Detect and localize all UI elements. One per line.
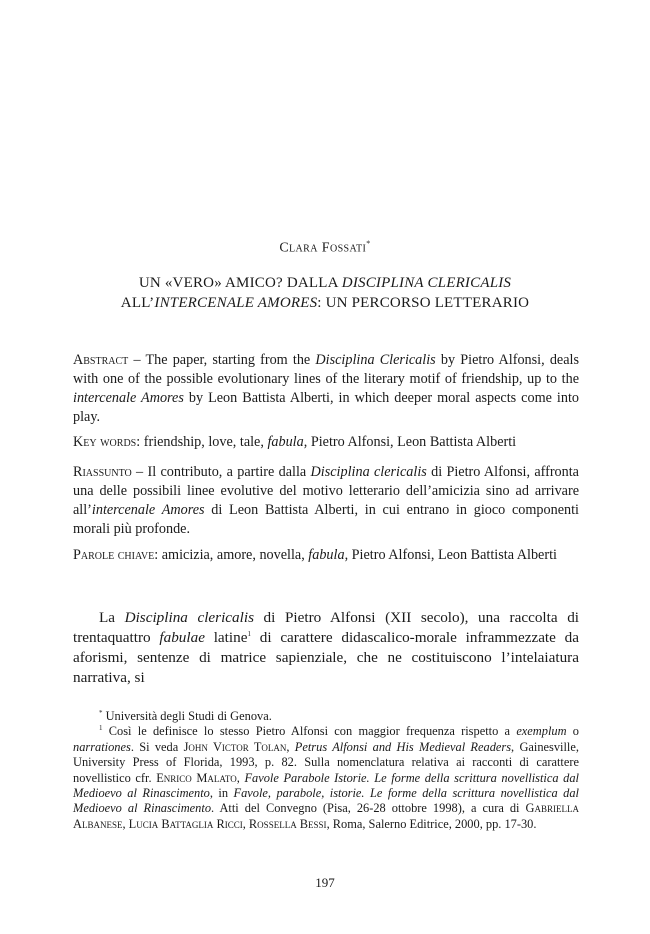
parole-chiave-text: , Pietro Alfonsi, Leon Battista Alberti (344, 547, 557, 563)
footnote-reference[interactable]: 1 (247, 629, 251, 638)
author-footnote-marker: * (366, 239, 371, 248)
riassunto-text: di Pietro Alfonsi, affronta una delle possibili linee evolutive del motivo letterario dell’amicizia sino ad arrivare all’ (73, 464, 579, 518)
footnote-italic: Favole, parabole, istorie. Le forme della scrittura novellistica dal Medioevo al Rinascimento (73, 786, 579, 816)
footnote-marker: * (99, 708, 103, 717)
footnote-author-name: Gabriella Albanese (73, 801, 579, 831)
article-title (60, 273, 590, 313)
footnote-text: o (566, 724, 580, 739)
riassunto-italic: Disciplina clericalis (310, 464, 427, 480)
keywords-label: Key words (73, 434, 137, 450)
abstract-italic: intercenale Amores (73, 390, 184, 406)
footnote-author-name: Lucia Battaglia Ricci (128, 816, 243, 831)
footnote-text: Così le definisce lo stesso Pietro Alfonsi con maggior frequenza rispetto a (102, 724, 517, 739)
footnote-marker: 1 (99, 724, 103, 733)
title-italic-text: INTERCENALE AMORES (154, 295, 318, 311)
parole-chiave-text: : amicizia, amore, novella, (154, 547, 309, 563)
footnote-italic: exemplum (516, 724, 567, 739)
body-text: di Pietro Alfonsi (XII secolo), una raccolta di trentaquattro (73, 609, 580, 646)
abstract-text: by Leon Battista Alberti, in which deeper moral aspects come into play. (73, 390, 579, 425)
footnote-text: , Gainesville, University Press of Florida, 1993, p. 82. Sulla nomenclatura relativa ai racconti di carattere novellistico cfr. (73, 739, 579, 785)
keywords-text: : friendship, love, tale, (136, 434, 268, 450)
keywords-italic: fabula (267, 434, 304, 450)
footnote-text: , Roma, Salerno Editrice, 2000, pp. 17-30. (326, 816, 537, 831)
body-text: latine (204, 629, 248, 646)
title-text: : UN PERCORSO LETTERARIO (317, 295, 530, 311)
footnote-author-name: John Victor Tolan (183, 739, 287, 754)
footnote-text: Università degli Studi di Genova. (102, 709, 272, 723)
author-name-text: Clara Fossati (279, 240, 367, 256)
body-italic: fabulae (159, 629, 205, 646)
footnote-author-name: Rossella Bessi (248, 816, 327, 831)
parole-chiave-italic: fabula (308, 547, 345, 563)
riassunto-paragraph (73, 463, 579, 539)
title-text: UN «VERO» AMICO? DALLA (138, 275, 342, 291)
keywords-paragraph (73, 433, 579, 452)
parole-chiave-label: Parole chiave (73, 547, 155, 563)
abstract-paragraph (73, 351, 579, 427)
footnote-italic: Favole Parabole Istorie. Le forme della scrittura novellistica dal Medioevo al Rinascimento (73, 770, 579, 801)
abstract-text: by Pietro Alfonsi, deals with one of the possible evolutionary lines of the literary motif of friendship, up to the (73, 352, 579, 387)
body-text: La (99, 609, 125, 626)
abstract-text: – The paper, starting from the (128, 352, 316, 368)
body-italic: Disciplina clericalis (124, 609, 254, 626)
abstract-label: Abstract (73, 352, 129, 368)
keywords-text: , Pietro Alfonsi, Leon Battista Alberti (303, 434, 517, 450)
footnote-text: , (242, 816, 249, 831)
title-line-1 (60, 273, 590, 293)
footnote-text: , (122, 816, 129, 831)
footnotes-section (73, 709, 579, 832)
title-italic-text: DISCIPLINA CLERICALIS (341, 275, 512, 291)
footnote-italic: Petrus Alfonsi and His Medieval Readers (294, 739, 512, 754)
riassunto-label: Riassunto (73, 464, 132, 480)
body-paragraph (73, 608, 579, 688)
footnote-affiliation (73, 709, 579, 724)
footnote-text: , in (209, 786, 234, 801)
footnote-italic: narrationes (73, 739, 131, 754)
parole-chiave-paragraph (73, 546, 579, 565)
body-text: di carattere didascalico-morale inframmezzate da aforismi, sentenze di matrice sapienziale, che ne costituiscono l’intelaiatura narrativa, si (73, 629, 580, 686)
abstract-italic: Disciplina Clericalis (315, 352, 436, 368)
title-text: ALL’ (120, 295, 155, 311)
footnote-text: . Atti del Convegno (Pisa, 26-28 ottobre 1998), a cura di (211, 801, 526, 816)
riassunto-italic: intercenale Amores (91, 502, 205, 518)
title-line-2 (60, 293, 590, 313)
footnote-author-name: Enrico Malato (156, 770, 237, 785)
footnote-text: . Si veda (130, 739, 184, 754)
footnote-text: , (286, 739, 295, 754)
footnote-1 (73, 724, 579, 832)
riassunto-text: di Leon Battista Alberti, in cui entrano in gioco componenti morali più profonde. (73, 502, 579, 537)
page-number: 197 (315, 875, 335, 890)
footnote-text: , (236, 770, 245, 785)
riassunto-text: – Il contributo, a partire dalla (131, 464, 311, 480)
author-name (0, 239, 650, 257)
